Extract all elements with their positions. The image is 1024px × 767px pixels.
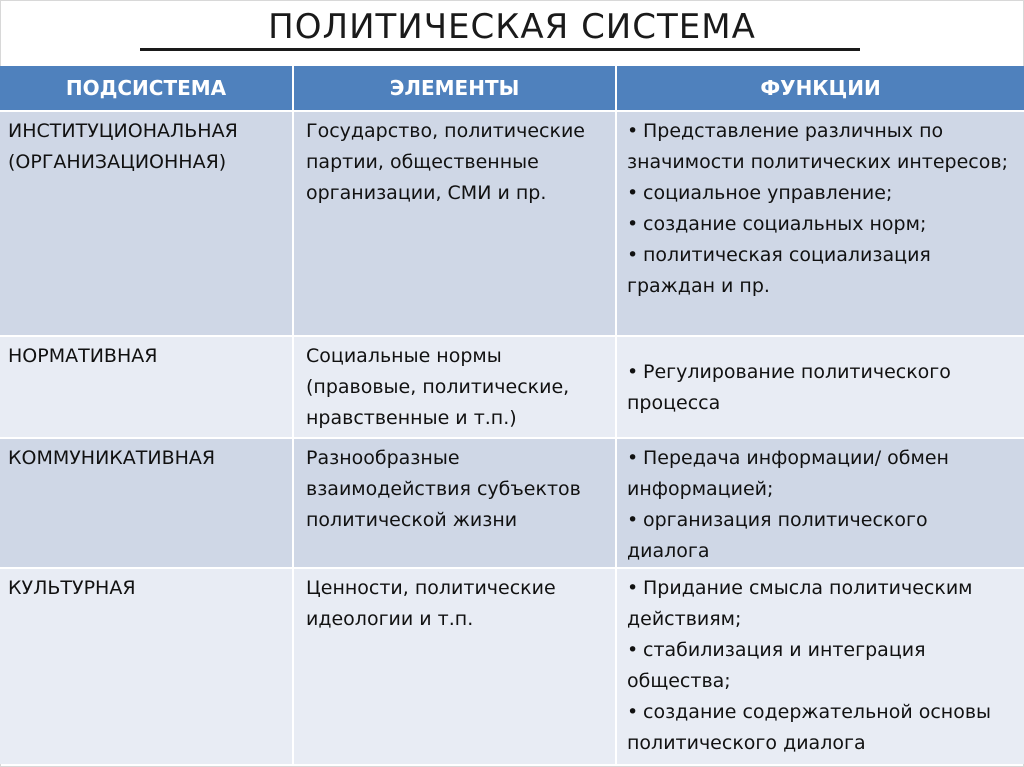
political-system-table [0, 66, 1024, 764]
bullet-icon: • [627, 447, 639, 469]
table-row [0, 336, 1024, 438]
function-text: стабилизация и интеграция общества; [627, 639, 926, 692]
page-title: ПОЛИТИЧЕСКАЯ СИСТЕМА [268, 7, 756, 47]
title-underline [140, 48, 860, 51]
function-item [627, 697, 1016, 759]
elements-cell: Государство, политические партии, общественные организации, СМИ и пр. [293, 111, 616, 336]
bullet-icon: • [627, 701, 639, 723]
function-text: организация политического диалога [627, 509, 928, 562]
table-header-row [0, 66, 1024, 111]
header-subsystem: ПОДСИСТЕМА [0, 66, 293, 111]
table-row [0, 438, 1024, 568]
subsystem-cell: КОММУНИКАТИВНАЯ [0, 438, 293, 568]
function-item [627, 116, 1016, 178]
subsystem-cell: ИНСТИТУЦИОНАЛЬНАЯ (ОРГАНИЗАЦИОННАЯ) [0, 111, 293, 336]
bullet-icon: • [627, 509, 639, 531]
subsystem-cell: КУЛЬТУРНАЯ [0, 568, 293, 764]
function-text: социальное управление; [643, 182, 893, 204]
functions-cell [616, 438, 1024, 568]
functions-cell [616, 336, 1024, 438]
function-text: создание содержательной основы политического диалога [627, 701, 992, 754]
header-functions: ФУНКЦИИ [616, 66, 1024, 111]
elements-cell: Социальные нормы (правовые, политические, нравственные и т.п.) [293, 336, 616, 438]
function-item [627, 178, 1016, 209]
table-row [0, 568, 1024, 764]
function-text: создание социальных норм; [643, 213, 927, 235]
function-item [627, 209, 1016, 240]
header-elements: ЭЛЕМЕНТЫ [293, 66, 616, 111]
subsystem-cell: НОРМАТИВНАЯ [0, 336, 293, 438]
function-text: Придание смысла политическим действиям; [627, 577, 973, 630]
elements-cell: Разнообразные взаимодействия субъектов политической жизни [293, 438, 616, 568]
functions-cell [616, 111, 1024, 336]
function-item [627, 635, 1016, 697]
elements-cell: Ценности, политические идеологии и т.п. [293, 568, 616, 764]
bullet-icon: • [627, 244, 639, 266]
function-item [627, 505, 1016, 567]
bullet-icon: • [627, 577, 639, 599]
function-item [627, 573, 1016, 635]
function-text: Передача информации/ обмен информацией; [627, 447, 949, 500]
function-item [627, 357, 1016, 419]
table-row [0, 111, 1024, 336]
bullet-icon: • [627, 120, 639, 142]
function-text: Регулирование политического процесса [627, 361, 951, 414]
functions-cell [616, 568, 1024, 764]
bullet-icon: • [627, 639, 639, 661]
bullet-icon: • [627, 361, 639, 383]
function-item [627, 443, 1016, 505]
function-text: политическая социализация граждан и пр. [627, 244, 931, 297]
function-text: Представление различных по значимости политических интересов; [627, 120, 1008, 173]
bullet-icon: • [627, 182, 639, 204]
function-item [627, 240, 1016, 302]
bullet-icon: • [627, 213, 639, 235]
